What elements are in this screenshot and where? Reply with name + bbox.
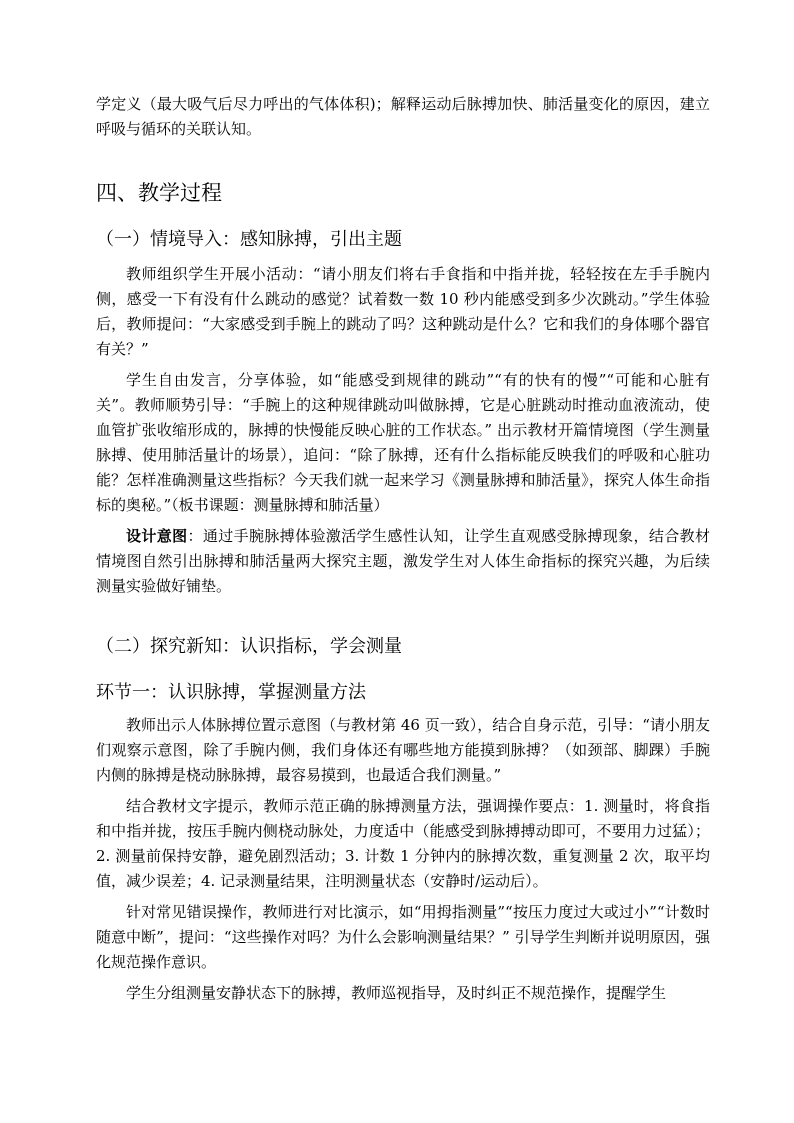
- subsection-heading-introduction: （一）情境导入：感知脉搏，引出主题: [96, 229, 402, 250]
- intro-paragraph: 学定义（最大吸气后尽力呼出的气体体积)；解释运动后脉搏加快、肺活量变化的原因，建立呼吸与循环的关联认知。: [96, 95, 710, 138]
- pulse-paragraph-1: 教师出示人体脉搏位置示意图（与教材第 46 页一致），结合自身示范，引导：“请小朋友们观察示意图，除了手腕内侧，我们身体还有哪些地方能摸到脉搏？（如颈部、脚踝）手腕内侧的脉搏是桡动脉脉搏，最容易摸到，也最适合我们测量。”: [96, 716, 710, 784]
- pulse-paragraph-3: 针对常见错误操作，教师进行对比演示，如“用拇指测量”“按压力度过大或过小”“计数时随意中断”，提问：“这些操作对吗？为什么会影响测量结果？” 引导学生判断并说明原因，强化规范操作意识。: [96, 903, 710, 971]
- pulse-paragraph-4: 学生分组测量安静状态下的脉搏，教师巡视指导，及时纠正不规范操作，提醒学生: [126, 984, 667, 1002]
- pulse-paragraph-2: 结合教材文字提示，教师示范正确的脉搏测量方法，强调操作要点：1. 测量时，将食指和中指并拢，按压手腕内侧桡动脉处，力度适中（能感受到脉搏搏动即可，不要用力过猛）；2. 测量前保持安静，避免剧烈活动；3. 计数 1 分钟内的脉搏次数，重复测量 2 次，取平均值，减少误差；4. 记录测量结果，注明测量状态（安静时/运动后）。: [96, 797, 710, 890]
- step-heading-pulse: 环节一：认识脉搏，掌握测量方法: [96, 682, 366, 703]
- design-intent-label: 设计意图: [126, 527, 188, 545]
- design-intent-paragraph: [96, 524, 710, 599]
- section-gap: [96, 605, 710, 615]
- document-page: [96, 92, 710, 1012]
- section-heading-teaching-process: 四、教学过程: [96, 181, 222, 205]
- subsection-heading-exploration: （二）探究新知：认识指标，学会测量: [96, 636, 402, 657]
- introduction-paragraph-2: 学生自由发言，分享体验，如“能感受到规律的跳动”“有的快有的慢”“可能和心脏有关”。教师顺势引导：“手腕上的这种规律跳动叫做脉搏，它是心脏跳动时推动血液流动，使血管扩张收缩形成的，脉搏的快慢能反映心脏的工作状态。” 出示教材开篇情境图（学生测量脉搏、使用肺活量计的场景），追问：“除了脉搏，还有什么指标能反映我们的呼吸和心脏功能？怎样准确测量这些指标？今天我们就一起来学习《测量脉搏和肺活量》，探究人体生命指标的奥秘。”（板书课题：测量脉搏和肺活量）: [96, 371, 710, 514]
- introduction-paragraph-1: 教师组织学生开展小活动：“请小朋友们将右手食指和中指并拢，轻轻按在左手手腕内侧，感受一下有没有什么跳动的感觉？试着数一数 10 秒内能感受到多少次跳动。”学生体验后，教师提问：“大家感受到手腕上的跳动了吗？这种跳动是什么？它和我们的身体哪个器官有关？”: [96, 265, 710, 358]
- design-intent-text: ：通过手腕脉搏体验激活学生感性认知，让学生直观感受脉搏现象，结合教材情境图自然引出脉搏和肺活量两大探究主题，激发学生对人体生命指标的探究兴趣，为后续测量实验做好铺垫。: [96, 527, 710, 595]
